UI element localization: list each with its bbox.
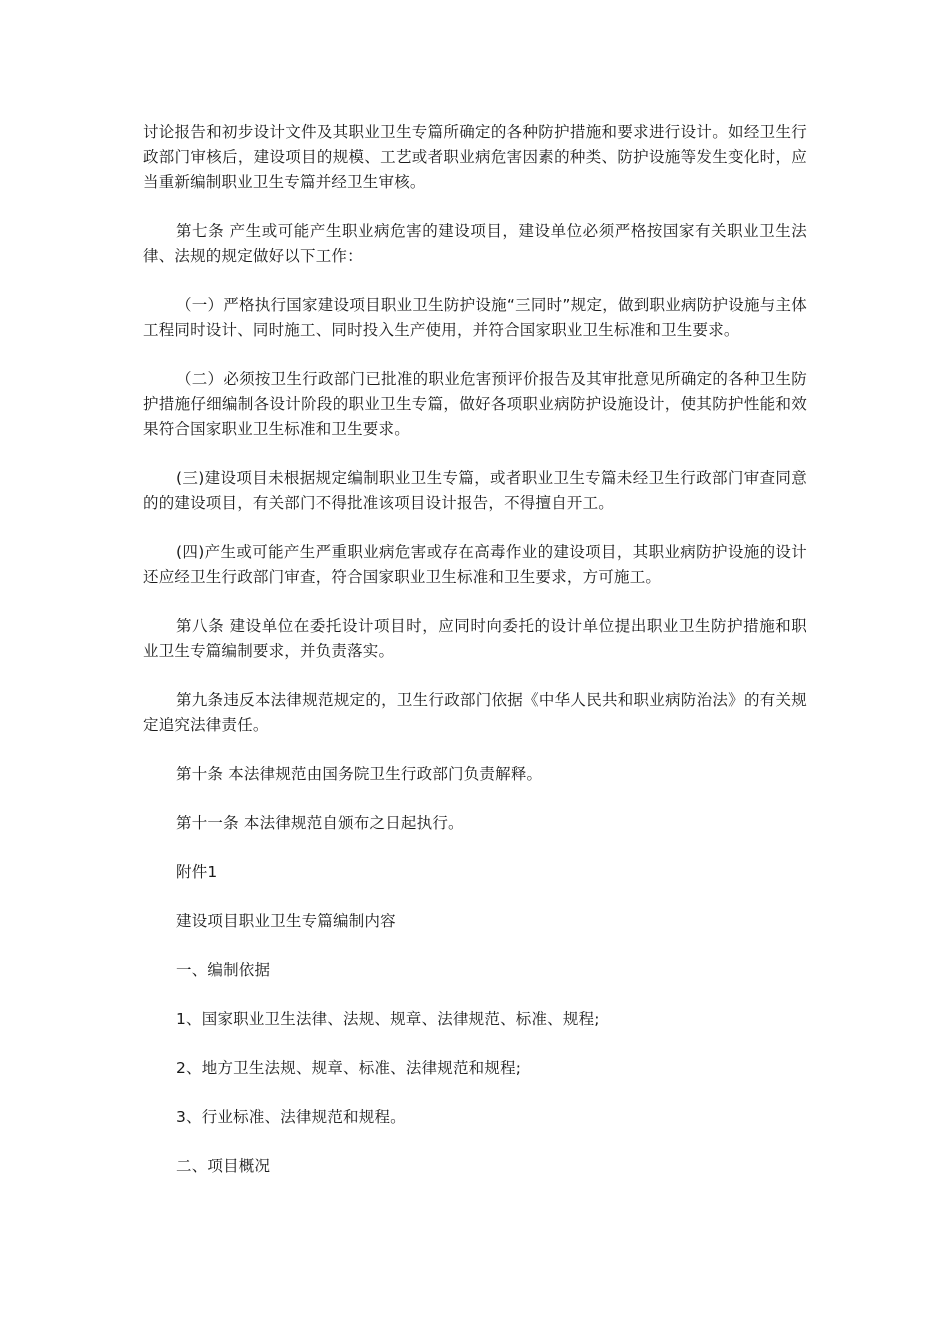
section-heading-basis: 一、编制依据	[176, 961, 271, 979]
paragraph-item-1: （一）严格执行国家建设项目职业卫生防护设施“三同时”规定，做到职业病防护设施与主体工程同时设计、同时施工、同时投入生产使用，并符合国家职业卫生标准和卫生要求。	[143, 296, 807, 339]
paragraph-article-7: 第七条 产生或可能产生职业病危害的建设项目，建设单位必须严格按国家有关职业卫生法律、法规的规定做好以下工作：	[143, 222, 807, 265]
list-item-3: 3、行业标准、法律规范和规程。	[176, 1108, 406, 1126]
document-page	[143, 120, 807, 1179]
attachment-label: 附件1	[176, 863, 218, 881]
paragraph-item-3: (三)建设项目未根据规定编制职业卫生专篇，或者职业卫生专篇未经卫生行政部门审查同意的的建设项目，有关部门不得批准该项目设计报告，不得擅自开工。	[143, 469, 807, 512]
paragraph-continuation: 讨论报告和初步设计文件及其职业卫生专篇所确定的各种防护措施和要求进行设计。如经卫生行政部门审核后，建设项目的规模、工艺或者职业病危害因素的种类、防护设施等发生变化时，应当重新编制职业卫生专篇并经卫生审核。	[143, 123, 807, 191]
list-item-1: 1、国家职业卫生法律、法规、规章、法律规范、标准、规程;	[176, 1010, 600, 1028]
paragraph-item-4: (四)产生或可能产生严重职业病危害或存在高毒作业的建设项目，其职业病防护设施的设计还应经卫生行政部门审查，符合国家职业卫生标准和卫生要求，方可施工。	[143, 543, 807, 586]
paragraph-article-11: 第十一条 本法律规范自颁布之日起执行。	[176, 814, 464, 832]
list-item-2: 2、地方卫生法规、规章、标准、法律规范和规程;	[176, 1059, 522, 1077]
paragraph-item-2: （二）必须按卫生行政部门已批准的职业危害预评价报告及其审批意见所确定的各种卫生防护措施仔细编制各设计阶段的职业卫生专篇，做好各项职业病防护设施设计，使其防护性能和效果符合国家职业卫生标准和卫生要求。	[143, 370, 807, 438]
section-heading-overview: 二、项目概况	[176, 1157, 271, 1175]
paragraph-article-8: 第八条 建设单位在委托设计项目时，应同时向委托的设计单位提出职业卫生防护措施和职业卫生专篇编制要求，并负责落实。	[143, 617, 807, 660]
paragraph-article-10: 第十条 本法律规范由国务院卫生行政部门负责解释。	[176, 765, 543, 783]
attachment-title: 建设项目职业卫生专篇编制内容	[176, 912, 396, 930]
paragraph-article-9: 第九条违反本法律规范规定的，卫生行政部门依据《中华人民共和职业病防治法》的有关规定追究法律责任。	[143, 691, 807, 734]
